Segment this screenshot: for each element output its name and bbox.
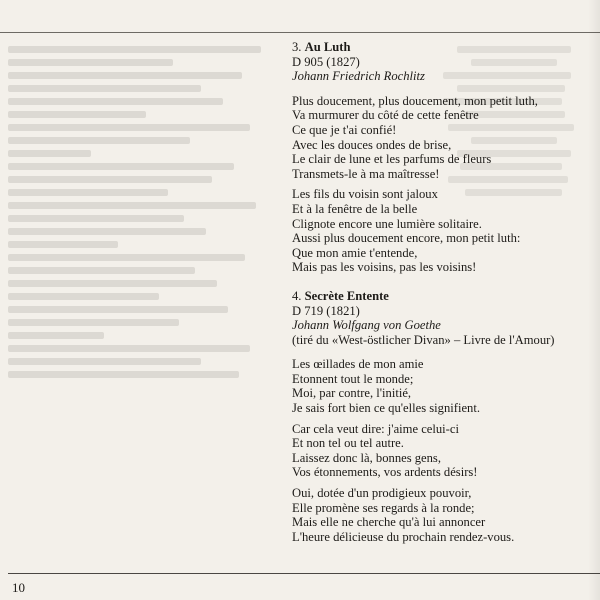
verse-line: Aussi plus doucement encore, mon petit luth: [292,231,521,246]
poet-name: Johann Friedrich Rochlitz [292,69,425,84]
stanza [292,486,592,544]
verse-line: Les fils du voisin sont jaloux [292,187,438,202]
verse-line: Avec les douces ondes de brise, [292,137,452,152]
song-title-line [292,289,592,304]
stanza [292,187,592,275]
song-header [292,289,592,347]
stanza [292,94,592,182]
catalog-number: D 719 (1821) [292,303,360,318]
verse-line: Clignote encore une lumière solitaire. [292,216,482,231]
verse-line: Va murmurer du côté de cette fenêtre [292,108,479,123]
verse-line: Plus doucement, plus doucement, mon petit luth, [292,93,538,108]
bottom-rule [8,573,600,574]
poet-name: Johann Wolfgang von Goethe [292,318,441,333]
top-rule [0,32,600,33]
page-number: 10 [12,580,25,595]
verse-line: Mais pas les voisins, pas les voisins! [292,260,477,275]
bleed-through-left [8,40,283,480]
verse-line: Et à la fenêtre de la belle [292,201,418,216]
stanza [292,357,592,415]
verse-line: Etonnent tout le monde; [292,371,414,386]
song-title: Au Luth [304,40,351,54]
song-number: 3. [292,40,302,54]
verse-line: L'heure délicieuse du prochain rendez-vous. [292,529,515,544]
catalog-number: D 905 (1827) [292,54,360,69]
stanza [292,422,592,480]
verse-line: Transmets-le à ma maîtresse! [292,166,440,181]
song-title: Secrète Entente [304,288,389,303]
verse-line: Vos étonnements, vos ardents désirs! [292,465,478,480]
verse-line: Car cela veut dire: j'aime celui-ci [292,421,459,436]
verse-line: Le clair de lune et les parfums de fleurs [292,152,492,167]
song-block [292,40,592,275]
song-title-line [292,40,592,55]
song-header [292,40,592,84]
verse-line: Elle promène ses regards à la ronde; [292,500,475,515]
verse-line: Mais elle ne cherche qu'à lui annoncer [292,515,486,530]
verse-line: Et non tel ou tel autre. [292,436,404,451]
verse-line: Les œillades de mon amie [292,357,424,372]
verse-line: Laissez donc là, bonnes gens, [292,450,441,465]
verse-line: Que mon amie t'entende, [292,245,418,260]
song-number: 4. [292,288,302,303]
verse-line: Ce que je t'ai confié! [292,122,397,137]
page-edge-shadow [588,0,600,600]
lyrics-column [292,40,592,550]
song-source-note: (tiré du «West-östlicher Divan» – Livre de l'Amour) [292,332,555,347]
verse-line: Oui, dotée d'un prodigieux pouvoir, [292,486,472,501]
song-block [292,289,592,545]
verse-line: Moi, par contre, l'initié, [292,386,412,401]
verse-line: Je sais fort bien ce qu'elles signifient. [292,401,480,416]
